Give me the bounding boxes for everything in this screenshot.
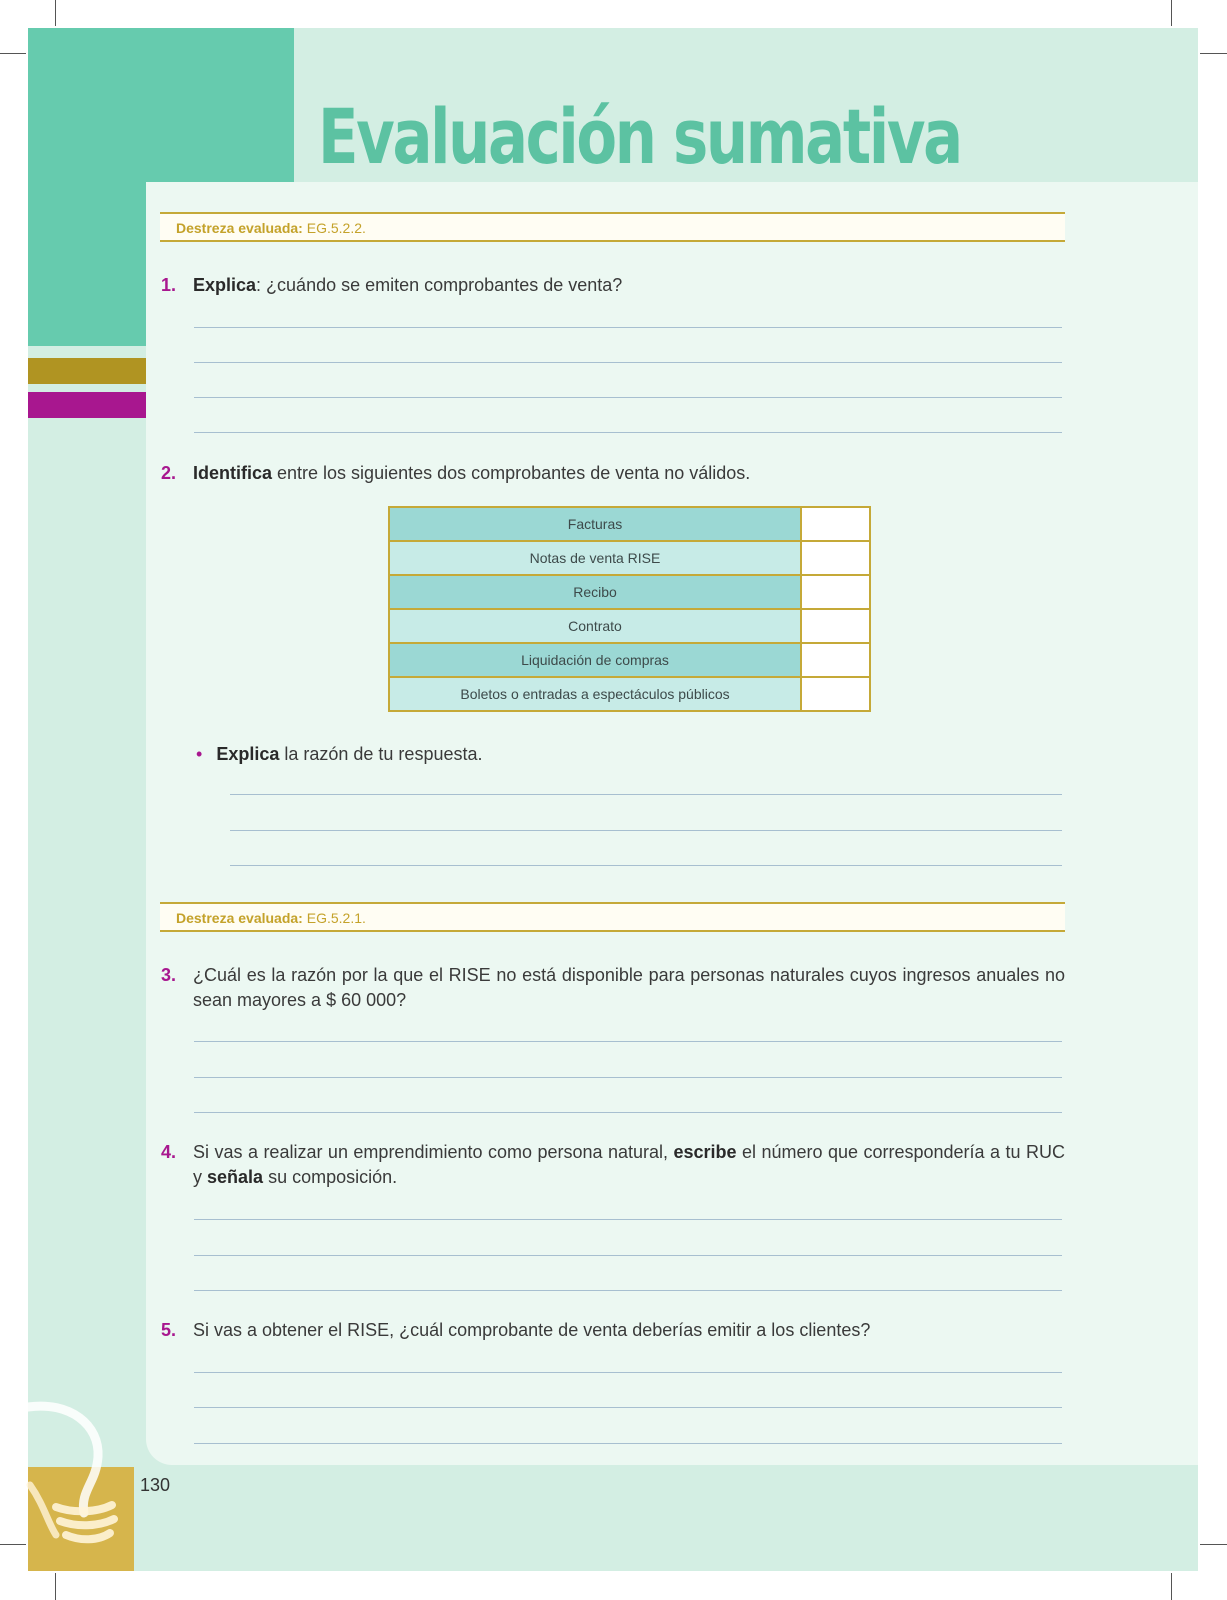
answer-line[interactable] xyxy=(194,1407,1062,1408)
receipt-table xyxy=(388,506,871,712)
answer-line[interactable] xyxy=(230,830,1062,831)
skill-code: EG.5.2.1. xyxy=(306,910,366,926)
answer-line[interactable] xyxy=(194,1372,1062,1373)
answer-line[interactable] xyxy=(194,397,1062,398)
crop-mark xyxy=(1171,1573,1172,1600)
answer-line[interactable] xyxy=(194,1219,1062,1220)
answer-line[interactable] xyxy=(230,865,1062,866)
lightbulb-icon xyxy=(0,1395,140,1575)
answer-checkbox[interactable] xyxy=(802,610,869,642)
question-2 xyxy=(161,461,1065,486)
crop-mark xyxy=(1200,1544,1227,1545)
skill-label: Destreza evaluada: xyxy=(176,910,303,926)
question-number: 5. xyxy=(161,1320,177,1340)
question-5 xyxy=(161,1318,1065,1343)
answer-line[interactable] xyxy=(194,432,1062,433)
answer-checkbox[interactable] xyxy=(802,644,869,676)
answer-line[interactable] xyxy=(230,794,1062,795)
table-cell-label: Recibo xyxy=(390,576,802,608)
crop-mark xyxy=(1200,53,1227,54)
content-panel xyxy=(146,182,1198,1465)
table-cell-label: Liquidación de compras xyxy=(390,644,802,676)
question-number: 3. xyxy=(161,965,177,985)
skill-code: EG.5.2.2. xyxy=(306,220,366,236)
question-text: Si vas a realizar un emprendimiento como persona natural, xyxy=(193,1142,674,1162)
page-title: Evaluación sumativa xyxy=(318,92,961,181)
table-cell-label: Facturas xyxy=(390,508,802,540)
gold-accent-bar xyxy=(28,358,146,384)
question-number: 1. xyxy=(161,275,177,295)
crop-mark xyxy=(55,1573,56,1600)
skill-label: Destreza evaluada: xyxy=(176,220,303,236)
question-text: el número que correspondería a tu RUC y xyxy=(193,1142,1065,1187)
skill-box xyxy=(160,212,1065,242)
table-cell-label: Notas de venta RISE xyxy=(390,542,802,574)
question-text: su composición. xyxy=(263,1167,398,1187)
answer-checkbox[interactable] xyxy=(802,576,869,608)
table-cell-label: Contrato xyxy=(390,610,802,642)
table-row xyxy=(390,576,869,610)
table-row xyxy=(390,610,869,644)
bullet-item xyxy=(196,742,482,767)
answer-line[interactable] xyxy=(194,1255,1062,1256)
question-number: 2. xyxy=(161,463,177,483)
crop-mark xyxy=(55,0,56,26)
bullet-text: la razón de tu respuesta. xyxy=(279,744,483,764)
question-text: entre los siguientes dos comprobantes de venta no válidos. xyxy=(272,463,751,483)
answer-line[interactable] xyxy=(194,1443,1062,1444)
table-row xyxy=(390,644,869,678)
crop-mark xyxy=(0,53,26,54)
table-row xyxy=(390,508,869,542)
answer-line[interactable] xyxy=(194,1077,1062,1078)
answer-line[interactable] xyxy=(194,362,1062,363)
question-1 xyxy=(161,273,1065,298)
answer-checkbox[interactable] xyxy=(802,508,869,540)
question-4 xyxy=(161,1140,1065,1190)
magenta-accent-bar xyxy=(28,392,146,418)
question-keyword: Identifica xyxy=(193,463,273,483)
answer-checkbox[interactable] xyxy=(802,678,869,710)
question-keyword: señala xyxy=(207,1167,264,1187)
skill-box xyxy=(160,902,1065,932)
table-row xyxy=(390,678,869,710)
answer-line[interactable] xyxy=(194,1112,1062,1113)
bullet-dot-icon: • xyxy=(196,744,203,764)
table-cell-label: Boletos o entradas a espectáculos públicos xyxy=(390,678,802,710)
crop-mark xyxy=(1171,0,1172,26)
question-keyword: Explica xyxy=(193,275,257,295)
question-keyword: escribe xyxy=(673,1142,737,1162)
table-row xyxy=(390,542,869,576)
answer-line[interactable] xyxy=(194,1290,1062,1291)
page-number: 130 xyxy=(140,1475,171,1495)
answer-line[interactable] xyxy=(194,327,1062,328)
answer-line[interactable] xyxy=(194,1041,1062,1042)
question-text: : ¿cuándo se emiten comprobantes de venta? xyxy=(256,275,623,295)
question-text: Si vas a obtener el RISE, ¿cuál comprobante de venta deberías emitir a los clientes? xyxy=(193,1320,871,1340)
question-3 xyxy=(161,963,1065,1013)
question-text: ¿Cuál es la razón por la que el RISE no está disponible para personas naturales cuyos ingresos anuales no sean mayores a $ 60 000? xyxy=(193,965,1065,1010)
answer-checkbox[interactable] xyxy=(802,542,869,574)
bullet-keyword: Explica xyxy=(216,744,280,764)
question-number: 4. xyxy=(161,1142,177,1162)
